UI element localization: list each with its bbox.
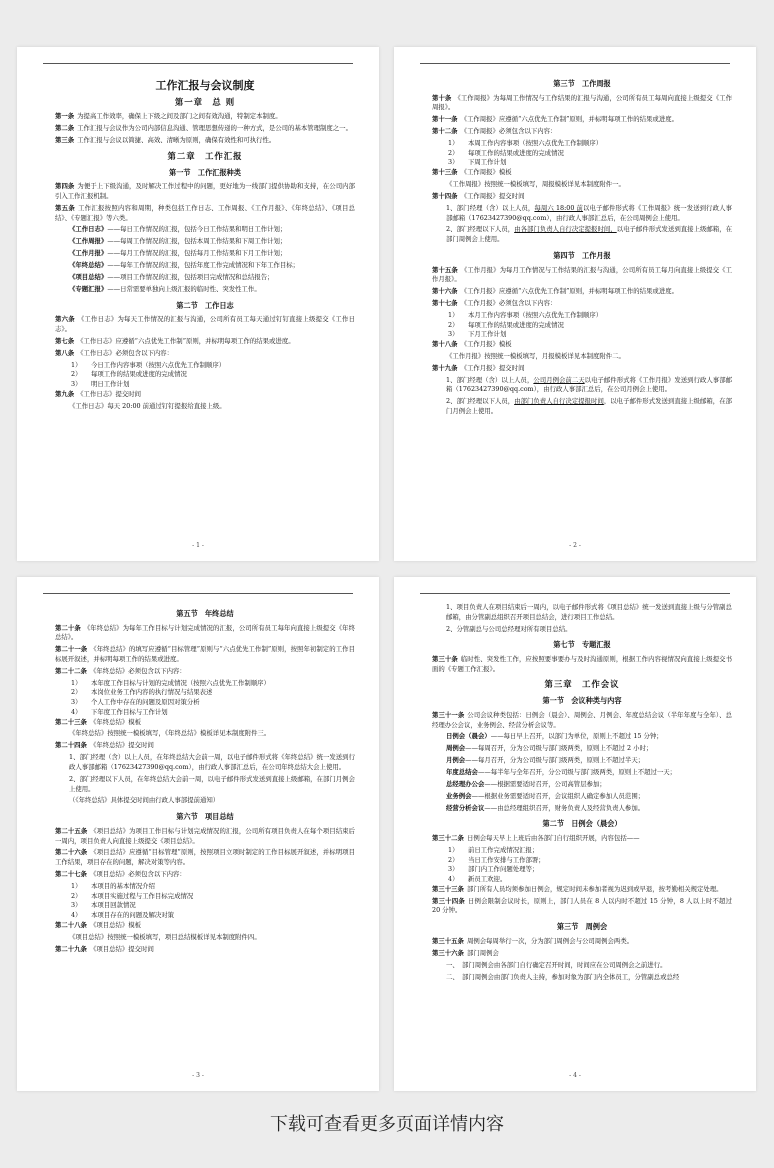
document-title: 工作汇报与会议制度 bbox=[155, 79, 255, 92]
list-item-text: 每项工作的结果或进度的完成情况 bbox=[91, 370, 187, 379]
definition-term: 《项目总结》 bbox=[69, 273, 108, 282]
section-heading: 第一节 工作汇报种类 bbox=[169, 167, 241, 177]
article-label: 第二十一条 bbox=[55, 645, 88, 654]
article-label: 第三十三条 bbox=[432, 884, 464, 893]
article-label: 第二十四条 bbox=[55, 741, 87, 750]
definition-term: 《工作月报》 bbox=[69, 249, 108, 258]
article-paragraph bbox=[55, 848, 355, 867]
list-item-text: 本项目存在的问题及解决对策 bbox=[91, 911, 175, 920]
article-paragraph bbox=[432, 897, 732, 916]
list-item-number: 3） bbox=[71, 901, 82, 910]
list-item bbox=[432, 846, 732, 856]
paragraph-text: 以电子邮件形式将《工作月报》发送到行政人事部邮箱（17623427390@qq.com），由行政人事部汇总后，在公司月例会上使用。 bbox=[446, 375, 733, 394]
list-item-number: 2） bbox=[448, 148, 459, 157]
article-text: 《工作周报》提交时间 bbox=[460, 191, 525, 200]
list-item bbox=[55, 361, 355, 371]
article-label: 第二条 bbox=[55, 124, 75, 133]
chapter-heading: 第一章 总 则 bbox=[174, 96, 236, 107]
list-item bbox=[55, 698, 355, 708]
definition-text: ——日常需要单独向上级汇报的临时性、突发性工作。 bbox=[107, 284, 261, 293]
list-item bbox=[55, 892, 355, 902]
header-rule bbox=[420, 593, 730, 594]
article-paragraph bbox=[432, 711, 732, 730]
definition-term: 年度总结会 bbox=[446, 768, 478, 777]
article-text: 部门所有人员均须参加日例会，规定时间未参加者视为迟到或早退，按考勤相关规定处理。 bbox=[466, 884, 723, 893]
list-item-number: 3） bbox=[448, 158, 459, 167]
article-text: 《工作月报》必须包含以下内容： bbox=[460, 299, 557, 308]
list-item-text: 下月工作计划 bbox=[468, 330, 507, 339]
list-item-text: 个人工作中存在的问题及原因对策分析 bbox=[91, 698, 200, 707]
article-paragraph bbox=[55, 349, 355, 359]
definition-text: ——根据业务需要适时召开，会议组织人确定参加人员范围； bbox=[471, 791, 645, 800]
article-text: 《工作周报》应遵循“六点优先工作制”原则，并标明每项工作的结果或进度。 bbox=[460, 115, 678, 124]
section-heading: 第四节 工作月报 bbox=[553, 250, 611, 260]
article-label: 第十五条 bbox=[432, 265, 458, 274]
list-item-number: 2） bbox=[71, 891, 82, 900]
section-heading: 第七节 专题汇报 bbox=[553, 640, 611, 650]
paragraph-text: 2、部门经理以下人员， bbox=[446, 225, 515, 234]
list-item-text: 下周工作计划 bbox=[468, 158, 507, 167]
body-paragraph: 《工作周报》按照统一模板填写，周报模板详见本制度附件一。 bbox=[446, 180, 625, 189]
article-text: 《年终总结》模板 bbox=[89, 717, 142, 726]
article-label: 第十二条 bbox=[432, 127, 458, 136]
body-paragraph bbox=[432, 397, 732, 416]
list-item bbox=[432, 856, 732, 866]
article-label: 第十四条 bbox=[432, 191, 458, 200]
page-number: - 2 - bbox=[569, 542, 581, 549]
list-item bbox=[432, 158, 732, 168]
definition-line bbox=[55, 225, 355, 235]
paragraph-text: 以电子邮件形式将《工作周报》统一发送到行政人事部邮箱（17623427390@qq.com），由行政人事部汇总后，在公司周例会上使用。 bbox=[446, 203, 732, 222]
list-item bbox=[55, 380, 355, 390]
article-label: 第八条 bbox=[55, 348, 75, 357]
article-label: 第十条 bbox=[432, 93, 452, 102]
article-label: 第三十条 bbox=[432, 655, 458, 663]
page-number: - 3 - bbox=[192, 1072, 204, 1079]
definition-line bbox=[432, 804, 732, 814]
body-paragraph bbox=[432, 225, 732, 244]
list-item-number: 3） bbox=[448, 330, 459, 339]
list-item-number: 1） bbox=[71, 881, 82, 890]
article-paragraph bbox=[432, 299, 732, 309]
definition-line bbox=[55, 261, 355, 271]
article-paragraph bbox=[432, 885, 732, 895]
definition-line bbox=[55, 285, 355, 295]
page-number: - 1 - bbox=[192, 542, 204, 549]
article-label: 第三十二条 bbox=[432, 834, 464, 843]
page-content bbox=[432, 603, 732, 984]
definition-line bbox=[432, 780, 732, 790]
document-page bbox=[394, 577, 756, 1091]
definition-text: ——每日早上召开，以部门为单位，原则上不超过 15 分钟； bbox=[490, 732, 663, 741]
article-paragraph bbox=[55, 645, 355, 664]
article-label: 第六条 bbox=[55, 315, 75, 324]
body-paragraph: 二、 部门周例会由部门负责人主持，参加对象为部门内全体员工，分管副总或总经 bbox=[446, 972, 680, 981]
definition-text: ——每半年与全年召开，分公司级与部门级两类，原则上不超过一天； bbox=[477, 768, 677, 777]
article-label: 第十三条 bbox=[432, 168, 458, 177]
definition-term: 经营分析会议 bbox=[446, 803, 485, 812]
underlined-text: 每周六 18:00 前 bbox=[534, 203, 584, 212]
article-text: 《工作周报》为每周工作情况与工作结果的汇报与沟通，公司所有员工每周向直接上级提交《工作周报》。 bbox=[432, 93, 732, 112]
article-paragraph bbox=[432, 834, 732, 844]
section-heading: 第三节 周例会 bbox=[556, 922, 608, 932]
article-text: 日例会限制会议时长，原则上，部门人员在 8 人以内时不超过 15 分钟，8 人以上时不超过 20 分钟。 bbox=[432, 896, 732, 915]
list-item bbox=[55, 370, 355, 380]
article-paragraph bbox=[432, 127, 732, 137]
chapter-heading: 第三章 工作会议 bbox=[544, 679, 620, 690]
definition-line bbox=[432, 792, 732, 802]
definition-text: ——由总经理组织召开，财务负责人及经营负责人参加。 bbox=[484, 803, 645, 812]
article-text: 工作汇报与会议以简捷、高效、清晰为原则，确保有效性和可执行性。 bbox=[77, 136, 276, 145]
definition-line bbox=[432, 768, 732, 778]
article-text: 周例会每周举行一次，分为部门周例会与公司周例会两类。 bbox=[466, 936, 634, 945]
body-paragraph: （《年终总结》具体提交时间由行政人事部提前通知） bbox=[69, 796, 220, 805]
list-item-number: 2） bbox=[71, 370, 82, 379]
list-item bbox=[432, 330, 732, 340]
body-paragraph: 《工作月报》按照统一模板填写，月报模板详见本制度附件二。 bbox=[446, 351, 625, 360]
article-paragraph bbox=[432, 115, 732, 125]
article-text: 《项目总结》应遵循“目标管理”原则，按照项目立项时制定的工作目标展开叙述，并标明项目工作结果，项目存在的问题，解决对策等内容。 bbox=[55, 848, 355, 867]
list-item-text: 新员工欢迎。 bbox=[468, 875, 507, 884]
article-label: 第十一条 bbox=[432, 115, 458, 124]
list-item-number: 4） bbox=[448, 875, 459, 884]
list-item-text: 前日工作完成情况汇报； bbox=[468, 846, 539, 855]
body-paragraph bbox=[432, 376, 732, 395]
article-paragraph bbox=[432, 364, 732, 374]
article-label: 第五条 bbox=[55, 203, 75, 212]
list-item-text: 本周工作内容事项（按照六点优先工作制顺序） bbox=[468, 139, 603, 148]
body-paragraph: 《项目总结》按照统一模板填写，项目总结模板详见本制度附件四。 bbox=[69, 932, 261, 941]
article-text: 日例会每天早上上班后由各部门自行组织开展，内容包括—— bbox=[466, 834, 640, 843]
list-item-text: 部门内工作问题处理等； bbox=[468, 865, 539, 874]
article-paragraph bbox=[55, 315, 355, 334]
list-item bbox=[432, 875, 732, 885]
article-paragraph bbox=[55, 204, 355, 223]
list-item-number: 3） bbox=[448, 865, 459, 874]
article-label: 第二十七条 bbox=[55, 870, 87, 879]
definition-line bbox=[55, 249, 355, 259]
article-text: 《工作周报》必须包含以下内容： bbox=[460, 127, 557, 136]
section-heading: 第一节 会议种类与内容 bbox=[542, 696, 622, 706]
definition-text: ——根据需要适时召开，公司高管层参加； bbox=[484, 779, 606, 788]
article-paragraph bbox=[55, 390, 355, 400]
definition-line bbox=[55, 273, 355, 283]
body-paragraph: 1、项目负责人在项目结束后一周内，以电子邮件形式将《项目总结》统一发送到直接上级与分管副总邮箱，由分管副总组织召开项目总结会，进行项目工作总结。 bbox=[446, 603, 732, 621]
list-item-text: 本项目实施过程与工作目标完成情况 bbox=[91, 891, 194, 900]
definition-line bbox=[432, 732, 732, 742]
article-label: 第十六条 bbox=[432, 287, 458, 296]
list-item bbox=[55, 882, 355, 892]
definition-term: 月例会 bbox=[446, 756, 466, 765]
definition-term: 日例会（晨会） bbox=[446, 732, 491, 741]
article-paragraph bbox=[55, 870, 355, 880]
definition-line bbox=[432, 744, 732, 754]
article-paragraph bbox=[432, 340, 732, 350]
article-paragraph bbox=[55, 921, 355, 931]
article-paragraph bbox=[55, 718, 355, 728]
article-text: 部门周例会 bbox=[466, 948, 499, 957]
underlined-text: 公司月例会前二天 bbox=[533, 375, 585, 384]
body-paragraph: 《工作日志》每天 20:00 前通过钉钉提报给直接上级。 bbox=[69, 401, 226, 410]
article-text: 《工作月报》提交时间 bbox=[460, 363, 525, 372]
article-paragraph bbox=[432, 655, 732, 674]
article-label: 第三十一条 bbox=[432, 710, 465, 719]
list-item-number: 2） bbox=[448, 320, 459, 329]
article-paragraph bbox=[432, 949, 732, 959]
list-item-number: 2） bbox=[71, 688, 82, 697]
list-item-text: 下年度工作目标与工作计划 bbox=[91, 707, 168, 716]
article-text: 《工作月报》为每月工作情况与工作结果的汇报与沟通，公司所有员工每月向直接上级提交《工作月报》。 bbox=[432, 265, 733, 284]
article-paragraph bbox=[55, 667, 355, 677]
article-paragraph bbox=[55, 827, 355, 846]
article-label: 第十九条 bbox=[432, 363, 458, 372]
section-heading: 第二节 日例会（晨会） bbox=[542, 819, 622, 829]
article-text: 《年终总结》的填写应遵循“目标管理”原则与“六点优先工作制”原则，按照年初制定的工作目标展开叙述，并标明每项工作的结果或进度。 bbox=[55, 645, 355, 663]
article-label: 第三十五条 bbox=[432, 936, 464, 945]
article-paragraph bbox=[55, 182, 355, 201]
list-item-text: 本项目回款情况 bbox=[91, 901, 136, 910]
list-item-number: 1） bbox=[71, 360, 82, 369]
paragraph-text: 1、部门经理（含）以上人员， bbox=[446, 375, 534, 384]
article-text: 临时性、突发性工作，应按照要事要办与及时沟通原则，根据工作内容视情况向直接上级提交书面的《专题工作汇报》。 bbox=[432, 655, 733, 673]
list-item-text: 每项工作的结果或进度的完成情况 bbox=[468, 320, 564, 329]
article-text: 工作汇报按照内容和周期，种类包括工作日志、工作周报、《工作月报》、《年终总结》、《项目总结》、《专题汇报》等六类。 bbox=[55, 203, 356, 222]
page-content bbox=[55, 603, 355, 956]
article-text: 《年终总结》提交时间 bbox=[89, 741, 154, 750]
body-paragraph: 一、 部门周例会由各部门自行确定召开时间，时间应在公司周例会之前进行。 bbox=[446, 960, 667, 969]
article-paragraph bbox=[55, 945, 355, 955]
list-item-number: 1） bbox=[448, 139, 459, 148]
article-text: 《工作月报》模板 bbox=[460, 340, 512, 349]
page-content bbox=[432, 73, 732, 419]
list-item-number: 1） bbox=[448, 310, 459, 319]
list-item bbox=[432, 311, 732, 321]
paragraph-text: 以电子邮件形式发送到直接上级邮箱，在部门周例会上使用。 bbox=[446, 225, 733, 244]
definition-text: ——项目工作情况的汇报，包括项目完成情况和总结报告； bbox=[107, 273, 274, 282]
article-paragraph bbox=[55, 337, 355, 347]
page-content bbox=[55, 73, 355, 414]
article-label: 第九条 bbox=[55, 389, 75, 398]
article-paragraph bbox=[432, 168, 732, 178]
list-item-text: 本年度工作目标与计划的完成情况（按照六点优先工作制顺序） bbox=[91, 678, 270, 687]
list-item-number: 3） bbox=[71, 698, 82, 707]
list-item-number: 1） bbox=[71, 678, 82, 687]
header-rule bbox=[43, 593, 353, 594]
list-item-text: 本月工作内容事项（按照六点优先工作制顺序） bbox=[468, 310, 603, 319]
article-text: 《项目总结》模板 bbox=[89, 920, 142, 929]
body-paragraph: 2、部门经理以下人员，在年终总结大会前一周，以电子邮件形式发送到直接上级邮箱，在部门月例会上使用。 bbox=[69, 774, 355, 793]
article-paragraph bbox=[432, 192, 732, 202]
list-item-text: 今日工作内容事项（按照六点优先工作制顺序） bbox=[91, 360, 226, 369]
underlined-text: 由部门负责人自行决定提报时间 bbox=[514, 397, 604, 406]
article-text: 《年终总结》为每年工作目标与计划完成情况的汇报，公司所有员工每年向直接上级提交《年终总结》。 bbox=[55, 623, 356, 642]
page-number: - 4 - bbox=[569, 1072, 581, 1079]
section-heading: 第五节 年终总结 bbox=[176, 609, 234, 618]
underlined-text: 由各部门负责人自行决定提报时间， bbox=[514, 225, 617, 234]
section-heading: 第六节 项目总结 bbox=[176, 812, 234, 822]
article-label: 第三十四条 bbox=[432, 896, 465, 905]
list-item-number: 3） bbox=[71, 380, 82, 389]
article-text: 为提高工作效率，确保上下级之间及部门之间有效沟通，特制定本制度。 bbox=[77, 112, 282, 121]
list-item-text: 本岗位业务工作内容的执行情况与结果表述 bbox=[91, 688, 213, 697]
article-label: 第二十六条 bbox=[55, 848, 88, 857]
list-item-text: 每项工作的结果或进度的完成情况 bbox=[468, 148, 564, 157]
list-item bbox=[55, 911, 355, 921]
definition-text: ——每周工作情况的汇报，包括本周工作结果和下周工作计划； bbox=[107, 237, 287, 246]
article-label: 第二十三条 bbox=[55, 717, 87, 726]
article-text: 《项目总结》必须包含以下内容： bbox=[89, 870, 186, 879]
list-item-number: 4） bbox=[71, 707, 82, 716]
article-text: 《工作日志》应遵循“六点优先工作制”原则，并标明每项工作的结果或进度。 bbox=[77, 336, 295, 345]
article-paragraph bbox=[55, 124, 355, 134]
article-paragraph bbox=[432, 94, 732, 113]
article-paragraph bbox=[55, 624, 355, 643]
section-heading: 第二节 工作日志 bbox=[176, 300, 234, 310]
article-text: 为便于上下级沟通，及时解决工作过程中的问题，更好地为一线部门提供协助和支持，在公司内部引入工作汇报机制。 bbox=[55, 182, 355, 200]
article-text: 《工作日志》必须包含以下内容： bbox=[77, 348, 174, 357]
article-label: 第二十五条 bbox=[55, 826, 88, 835]
article-text: 《工作日志》为每天工作情况的汇报与沟通，公司所有员工每天通过钉钉直接上级提交《工作日志》。 bbox=[55, 315, 356, 334]
definition-term: 总经理办公会 bbox=[446, 779, 485, 788]
definition-term: 《专题汇报》 bbox=[69, 284, 108, 293]
article-text: 《项目总结》为项目工作目标与计划完成情况的汇报，公司所有项目负责人在每个项目结束后一周内，项目负责人向直接上级提交《项目总结》。 bbox=[55, 826, 356, 845]
definition-text: ——每月召开，分为公司级与部门级两类，原则上不超过半天； bbox=[465, 756, 645, 765]
document-page bbox=[17, 577, 379, 1091]
body-paragraph bbox=[432, 204, 732, 223]
article-label: 第二十二条 bbox=[55, 666, 87, 675]
article-label: 第三条 bbox=[55, 136, 75, 145]
article-paragraph bbox=[432, 937, 732, 947]
list-item-number: 2） bbox=[448, 855, 459, 864]
section-heading: 第三节 工作周报 bbox=[553, 79, 611, 88]
list-item bbox=[55, 901, 355, 911]
article-label: 第二十九条 bbox=[55, 944, 87, 953]
list-item bbox=[55, 708, 355, 718]
article-text: 《工作月报》应遵循“六点优先工作制”原则，并标明每项工作的结果或进度。 bbox=[460, 287, 678, 296]
list-item bbox=[432, 865, 732, 875]
definition-text: ——每年工作情况的汇报，包括年度工作完成情况和下年工作目标； bbox=[107, 261, 300, 270]
article-text: 《工作周报》模板 bbox=[460, 168, 512, 177]
definition-text: ——每月工作情况的汇报，包括每月工作结果和下月工作计划； bbox=[107, 249, 287, 258]
article-text: 公司会议种类包括：日例会（晨会）、周例会、月例会、年度总结会议（半年年度与全年）、总经理办公会议，业务例会、经营分析会议等。 bbox=[432, 710, 733, 729]
article-paragraph bbox=[432, 287, 732, 297]
article-text: 工作汇报与会议作为公司内部信息沟通、管理思想传递的一种方式，是公司的基本管理制度之一。 bbox=[77, 124, 352, 133]
article-paragraph bbox=[432, 266, 732, 285]
header-rule bbox=[420, 63, 730, 64]
header-rule bbox=[43, 63, 353, 64]
article-label: 第三十六条 bbox=[432, 948, 464, 957]
list-item-text: 当日工作安排与工作部署； bbox=[468, 855, 545, 864]
definition-line bbox=[432, 756, 732, 766]
definition-term: 《工作日志》 bbox=[69, 225, 108, 234]
article-label: 第二十八条 bbox=[55, 920, 87, 929]
article-text: 《工作日志》提交时间 bbox=[77, 389, 142, 398]
chapter-heading: 第二章 工作汇报 bbox=[167, 150, 243, 161]
paragraph-text: 1、部门经理（含）以上人员， bbox=[446, 203, 535, 212]
list-item-text: 明日工作计划 bbox=[91, 380, 130, 389]
list-item bbox=[432, 321, 732, 331]
definition-text: ——每日工作情况的汇报，包括今日工作结果和明日工作计划； bbox=[107, 225, 287, 234]
document-page bbox=[394, 47, 756, 561]
paragraph-text: 2、部门经理以下人员， bbox=[446, 397, 515, 406]
article-label: 第一条 bbox=[55, 112, 75, 121]
list-item-text: 本项目的基本情况介绍 bbox=[91, 881, 155, 890]
definition-text: ——每周召开，分为公司级与部门级两类，原则上不超过 2 小时； bbox=[465, 744, 653, 753]
article-label: 第十七条 bbox=[432, 299, 458, 308]
list-item bbox=[432, 139, 732, 149]
article-text: 《年终总结》必须包含以下内容： bbox=[89, 666, 186, 675]
article-label: 第七条 bbox=[55, 336, 75, 345]
article-paragraph bbox=[55, 741, 355, 751]
document-page bbox=[17, 47, 379, 561]
article-label: 第四条 bbox=[55, 182, 75, 191]
definition-line bbox=[55, 237, 355, 247]
body-paragraph: 1、部门经理（含）以上人员，在年终总结大会前一周，以电子邮件形式将《年终总结》统一发送到行政人事部邮箱（17623427390@qq.com），由行政人事部汇总后，在公司年终总结大会上使用。 bbox=[69, 753, 355, 771]
paragraph-text: ，以电子邮件形式发送到直接上级邮箱，在部门月例会上使用。 bbox=[446, 397, 732, 416]
definition-term: 业务例会 bbox=[446, 791, 472, 800]
list-item-number: 4） bbox=[71, 911, 82, 920]
definition-term: 周例会 bbox=[446, 744, 466, 753]
article-paragraph bbox=[55, 112, 355, 122]
article-text: 《项目总结》提交时间 bbox=[89, 944, 154, 953]
download-more-caption: 下载可查看更多页面详情内容 bbox=[270, 1114, 504, 1135]
body-paragraph: 2、分管副总与公司总经理对所有项目总结。 bbox=[446, 624, 572, 633]
definition-term: 《年终总结》 bbox=[69, 261, 108, 270]
list-item-number: 1） bbox=[448, 846, 459, 855]
article-paragraph bbox=[55, 136, 355, 146]
body-paragraph: 《年终总结》按照统一模板填写，《年终总结》模板详见本制度附件三。 bbox=[69, 729, 271, 738]
list-item bbox=[55, 688, 355, 698]
definition-term: 《工作周报》 bbox=[69, 237, 108, 246]
article-label: 第二十条 bbox=[55, 623, 81, 632]
article-label: 第十八条 bbox=[432, 340, 458, 349]
